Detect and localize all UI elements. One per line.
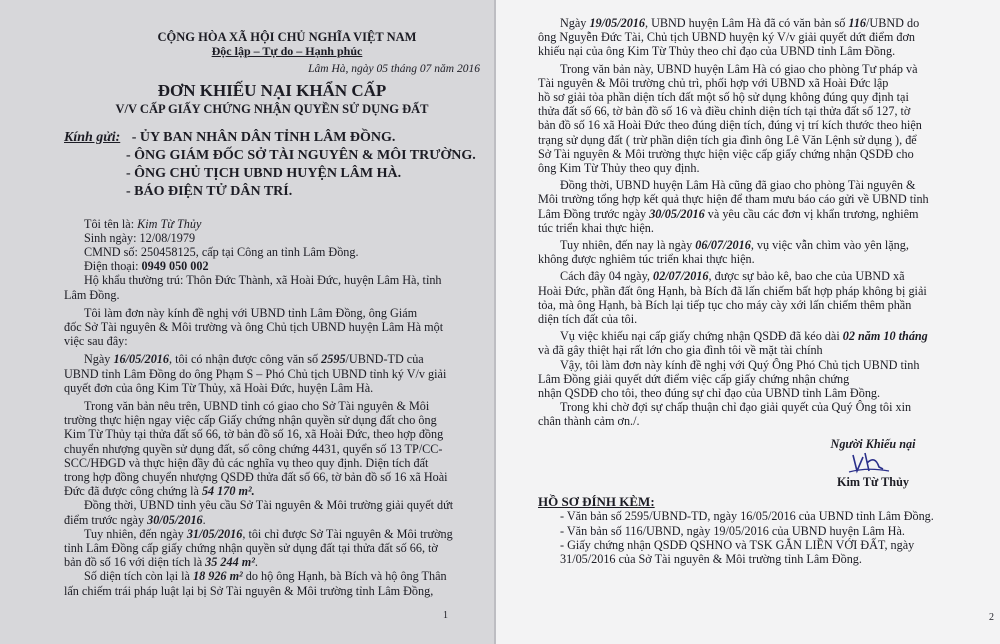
signature-block (788, 437, 958, 489)
paragraph-line: chân thành cảm ơn./. (538, 414, 640, 429)
paragraph-line (84, 569, 480, 583)
paragraph-line: Trong văn bản này, UBND huyện Lâm Hà có giao cho phòng Tư pháp và (560, 61, 918, 76)
paragraph-line: Trong khi chờ đợi sự chấp thuận chỉ đạo giải quyết của Quý Ông tôi xin (560, 400, 912, 415)
text-span: điểm trước ngày (64, 512, 148, 527)
page-number: 2 (989, 612, 994, 623)
area-highlight: 35 244 m² (205, 555, 255, 570)
date-highlight: 31/05/2016 (186, 526, 243, 541)
date-highlight: 30/05/2016 (147, 512, 203, 527)
paragraph-deadline (64, 498, 480, 526)
paragraph-line: Đồng thời, UBND tỉnh yêu cầu Sở Tài nguyên & Môi trường giải quyết dứt (84, 498, 454, 513)
paragraph-assignment (64, 399, 480, 498)
text-span: và yêu cầu các đơn vị khẩn trương, nghiêm (704, 206, 919, 221)
doc-number-highlight: 116 (848, 16, 867, 30)
paragraph-line: Tôi làm đơn này kính đề nghị với UBND tỉnh Lâm Đồng, ông Giám (84, 305, 418, 320)
paragraph-district-assignment (538, 62, 990, 176)
signature (788, 451, 958, 475)
area-highlight: 18 926 m² (193, 569, 243, 584)
paragraph-line (64, 555, 480, 569)
paragraph-line: diện tích đất của tôi. (538, 312, 638, 327)
signer-name: Kim Từ Thủy (837, 474, 909, 489)
text-span: , vụ việc vẫn chìm vào yên lặng, (750, 238, 909, 253)
paragraph-line: Vậy, tôi làm đơn này kính đề nghị với Quý Ông Phó Chủ tịch UBND tỉnh (560, 357, 920, 372)
paragraph-line: chuyển nhượng quyền sử dụng đất, số công chứng 4431, quyển số 13 TP/CC- (64, 441, 443, 456)
recipient-line: - ÔNG GIÁM ĐỐC SỞ TÀI NGUYÊN & MÔI TRƯỜNG. (126, 147, 476, 163)
recipients-label: Kính gửi: (64, 129, 121, 145)
document-title: ĐƠN KHIẾU NẠI KHẨN CẤP (157, 80, 387, 100)
paragraph-line: hồ sơ giải tỏa phần diện tích đất một số hộ sử dụng không đúng quy định tại (538, 90, 909, 105)
birth-line: Sinh ngày: 12/08/1979 (84, 230, 196, 245)
paragraph-line: và đã gây thiệt hại rất lớn cho gia đình tôi về mặt tài chính (538, 343, 823, 358)
paragraph-line: Kim Từ Thủy tại thửa đất số 66, tờ bản đồ số 16, xã Hoài Đức, theo hợp đồng (64, 427, 444, 442)
paragraph-report (538, 178, 990, 235)
recipient-line: - ÔNG CHỦ TỊCH UBND HUYỆN LÂM HÀ. (126, 165, 402, 181)
paragraph-line: Tài nguyên & Môi trường chủ trì, phối hợp với UBND xã Hoài Đức lập (538, 75, 889, 90)
paragraph-line: thửa đất số 66, tờ bản đồ số 16 và điều chỉnh diện tích tại thửa đất số 127, tờ (538, 104, 911, 119)
attachments-block (538, 495, 990, 566)
intro-paragraph (64, 306, 480, 349)
text-span: Số diện tích còn lại là (84, 569, 193, 584)
paragraph-line: tỏa, mà ông Hạnh, bà Bích lại tiếp tục cho máy cày xới lấn chiếm thêm phần (538, 297, 912, 312)
attachment-item: 31/05/2016 của Sở Tài nguyên & Môi trường tỉnh Lâm Đồng. (560, 551, 862, 566)
paragraph-line: bản đồ số 16 xã Hoài Đức theo đúng diện tích, đúng vị trí kích thước theo hiện (538, 118, 922, 133)
paragraph-line: việc sau đây: (64, 334, 128, 349)
paragraph-certificate (64, 527, 480, 570)
phone-label: Điện thoại: (84, 259, 139, 274)
paragraph-request (538, 358, 990, 429)
text-span: Lâm Đồng trước ngày (538, 206, 650, 221)
id-line: CMND số: 250458125, cấp tại Công an tỉnh Lâm Đồng. (84, 245, 359, 260)
paragraph-line (560, 269, 990, 283)
name-line (84, 217, 480, 231)
area-highlight: 54 170 m². (201, 484, 255, 499)
paragraph-silence (538, 238, 990, 266)
text-span: Ngày (560, 16, 590, 30)
paragraph-line: Lâm Đồng giải quyết dứt điểm việc cấp giấy chứng nhận chứng (538, 371, 850, 386)
attachments-title: HỒ SƠ ĐÍNH KÈM: (538, 494, 655, 510)
name-label: Tôi tên là: (84, 216, 135, 231)
signature-mark (843, 451, 903, 475)
phone-line (84, 259, 480, 273)
document-subject: V/V CẤP GIẤY CHỨNG NHẬN QUYỀN SỬ DỤNG ĐẤT (115, 101, 429, 116)
paragraph-line: tỉnh Lâm Đồng cấp giấy chứng nhận quyền sử dụng đất tại thửa đất số 66, tờ (64, 541, 438, 556)
paragraph-line: trong hợp đồng chuyển nhượng QSDĐ thửa đất số 66, tờ bản đồ số 16 xã Hoài (64, 470, 448, 485)
text-span: . (254, 555, 258, 570)
name-value: Kim Từ Thủy (137, 216, 202, 231)
doc-number-highlight: 2595 (321, 352, 346, 367)
date-highlight: 06/07/2016 (695, 238, 751, 253)
paragraph-line: Hoài Đức, phần đất ông Hạnh, bà Bích đã lấn chiếm bất hợp pháp không bị giải (538, 283, 927, 298)
attachment-item: - Giấy chứng nhận QSDĐ QSHNO và TSK GẮN LIỀN VỚI ĐẤT, ngày (560, 537, 915, 552)
address-line: Hộ khẩu thường trú: Thôn Đức Thành, xã Hoài Đức, huyện Lâm Hà, tỉnh (84, 273, 442, 288)
text-span: . (202, 512, 206, 527)
text-span: do hộ ông Hạnh, bà Bích và hộ ông Thân (242, 569, 447, 584)
date-highlight: 16/05/2016 (113, 352, 169, 367)
country-header: CỘNG HÒA XÃ HỘI CHỦ NGHĨA VIỆT NAM (157, 30, 417, 44)
motto: Độc lập – Tự do – Hạnh phúc (211, 44, 363, 59)
paragraph-line: ông Kim Từ Thủy theo quy định. (538, 161, 700, 176)
paragraph-line (560, 329, 990, 343)
date-highlight: 02/07/2016 (652, 269, 709, 284)
phone-value: 0949 050 002 (141, 259, 209, 274)
paragraph-line (64, 484, 480, 498)
paragraph-line: Đồng thời, UBND huyện Lâm Hà cũng đã giao cho phòng Tài nguyên & (560, 178, 916, 193)
page-number: 1 (443, 610, 448, 621)
text-span: Đức đã được công chứng là (64, 484, 202, 499)
paragraph-line: đốc Sở Tài nguyên & Môi trường và ông Chủ tịch UBND huyện Lâm Hà một (64, 320, 444, 335)
paragraph-line: ông Nguyễn Đức Tài, Chủ tịch UBND huyện ký V/v giải quyết dứt điểm đơn (538, 30, 916, 45)
paragraph-duration (538, 329, 990, 357)
paragraph-line: lấn chiếm trái pháp luật lại bị Sở Tài nguyên & Môi trường tỉnh Lâm Đồng, (64, 583, 434, 598)
date-line: Lâm Hà, ngày 05 tháng 07 năm 2016 (308, 63, 480, 76)
paragraph-line (84, 352, 480, 366)
text-span: Ngày (84, 352, 114, 367)
signer-title: Người Khiếu nại (830, 436, 916, 451)
address-line: Lâm Đồng. (64, 287, 120, 302)
attachment-item: - Văn bản số 116/UBND, ngày 19/05/2016 của UBND huyện Lâm Hà. (560, 523, 905, 538)
paragraph-line (84, 527, 480, 541)
text-span: , UBND huyện Lâm Hà đã có văn bản số (644, 16, 849, 30)
text-span: /UBND-TD của (345, 352, 424, 367)
paragraph-line (64, 513, 480, 527)
recipient-line: - BÁO ĐIỆN TỬ DÂN TRÍ. (126, 183, 293, 199)
text-span: , được sự bảo kê, bao che của UBND xã (708, 269, 905, 284)
paragraph-district-doc (538, 16, 990, 59)
paragraph-line: nhận QSDĐ cho tôi, theo đúng sự chỉ đạo của UBND tỉnh Lâm Đồng. (538, 386, 881, 401)
personal-info (84, 217, 480, 274)
recipient-text: - ỦY BAN NHÂN DÂN TỈNH LÂM ĐỒNG. (131, 129, 396, 145)
date-highlight: 30/05/2016 (649, 206, 705, 221)
page-two (494, 0, 1000, 644)
duration-highlight: 02 năm 10 tháng (842, 329, 928, 344)
paragraph-line: khiếu nại của ông Kim Từ Thủy theo chỉ đạo của UBND tỉnh Lâm Đồng. (538, 44, 896, 59)
paragraph-line: trạng sử dụng đất ( trừ phần diện tích gia đình ông Lê Văn Lệnh sử dụng ), để (538, 132, 917, 147)
paragraph-line: Trong văn bản nêu trên, UBND tỉnh có giao cho Sở Tài nguyên & Môi (84, 399, 430, 414)
text-span: Vụ việc khiếu nại cấp giấy chứng nhận QSDĐ đã kéo dài (560, 329, 843, 344)
paragraph-line (560, 16, 990, 30)
paragraph-line: túc triển khai thực hiện. (538, 220, 654, 235)
paragraph-line: Sở Tài nguyên & Môi trường thực hiện việc cấp giấy chứng nhận QSDĐ cho (538, 146, 914, 161)
text-span: bản đồ số 16 với diện tích là (64, 555, 206, 570)
text-span: Tuy nhiên, đến ngày (84, 526, 187, 541)
text-span: /UBND do (866, 16, 920, 30)
attachment-item: - Văn bản số 2595/UBND-TD, ngày 16/05/2016 của UBND tỉnh Lâm Đồng. (560, 509, 934, 524)
paragraph-line: UBND tỉnh Lâm Đồng do ông Phạm S – Phó Chủ tịch UBND tỉnh ký V/v giải (64, 366, 447, 381)
page-one (0, 0, 494, 644)
date-highlight: 19/05/2016 (589, 16, 645, 30)
recipient-line (64, 129, 480, 147)
paragraph-line: Môi trường tổng hợp kết quả thực hiện để tham mưu báo cáo gửi về UBND tỉnh (538, 192, 929, 207)
text-span: Cách đây 04 ngày, (560, 269, 653, 284)
paragraph-received (64, 352, 480, 395)
paragraph-line: trường thực hiện ngay việc cấp Giấy chứng nhận quyền sử dụng đất cho ông (64, 413, 437, 428)
text-span: Tuy nhiên, đến nay là ngày (560, 238, 696, 253)
paragraph-line: không được nghiêm túc triển khai thực hiện. (538, 252, 755, 267)
text-span: , tôi có nhận được công văn số (168, 352, 322, 367)
paragraph-encroachment (538, 269, 990, 326)
paragraph-line: SCC/HĐGD và thực hiện đầy đủ các nghĩa vụ theo quy định. Diện tích đất (64, 455, 429, 470)
text-span: , tôi chỉ được Sở Tài nguyên & Môi trường (242, 526, 453, 541)
paragraph-line: quyết đơn của ông Kim Từ Thủy, xã Hoài Đức, huyện Lâm Hà. (64, 380, 374, 395)
paragraph-remaining (64, 569, 480, 597)
paragraph-line (560, 238, 990, 252)
recipients-block (64, 129, 480, 201)
paragraph-line (538, 207, 990, 221)
